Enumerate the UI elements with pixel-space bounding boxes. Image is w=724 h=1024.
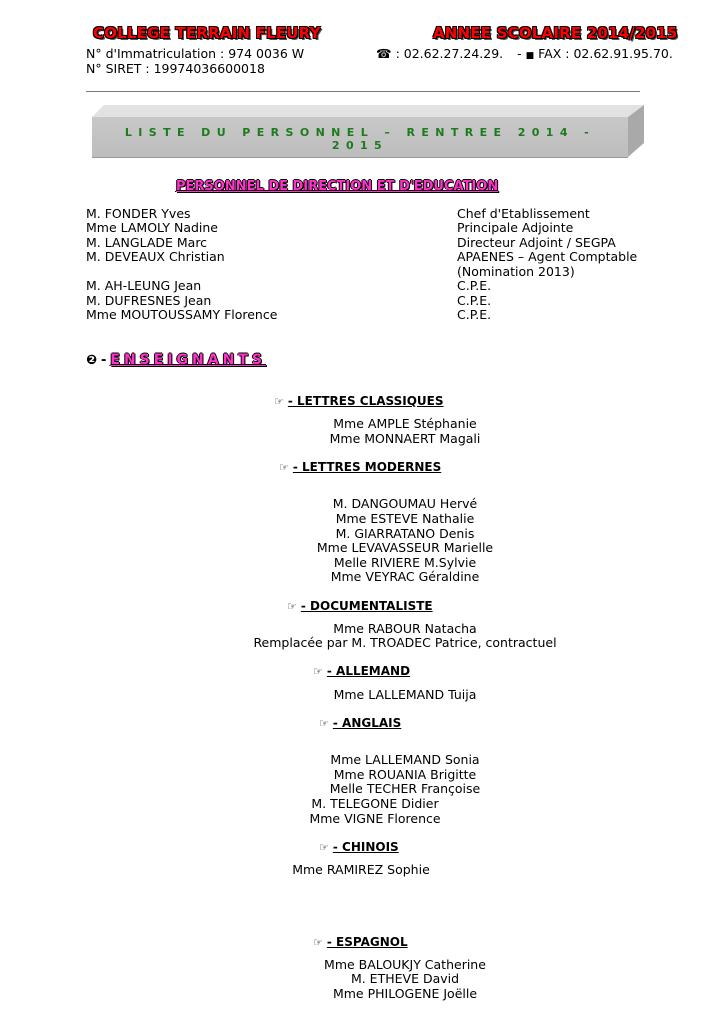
subject-label: - ALLEMAND	[326, 664, 411, 678]
staff-role: Chef d'Etablissement	[457, 206, 590, 221]
subject-label: - ANGLAIS	[332, 716, 402, 730]
subject-heading	[287, 599, 433, 613]
staff-role: C.P.E.	[457, 293, 492, 308]
staff-role: (Nomination 2013)	[457, 264, 575, 279]
enseignants-heading	[86, 352, 266, 368]
fax-number: FAX : 02.62.91.95.70.	[538, 46, 673, 61]
teacher-name: Mme BALOUKJY Catherine	[324, 957, 486, 972]
subject-label: - ESPAGNOL	[326, 935, 408, 949]
school-name: COLLEGE TERRAIN FLEURY	[93, 24, 321, 42]
enseignants-title: ENSEIGNANTS	[110, 352, 266, 368]
teacher-name: Mme RABOUR Natacha	[333, 621, 477, 636]
subject-heading	[274, 394, 444, 408]
subject-heading	[279, 460, 441, 474]
teacher-name: Mme ESTEVE Nathalie	[335, 511, 475, 526]
subject-heading	[313, 664, 410, 678]
pointing-hand-icon: ☞	[279, 461, 289, 474]
teacher-name: Mme ROUANIA Brigitte	[333, 767, 477, 782]
header-divider	[86, 91, 640, 92]
staff-name: M. AH-LEUNG Jean	[86, 278, 202, 293]
banner	[92, 105, 644, 157]
teacher-name: Mme MONNAERT Magali	[329, 431, 481, 446]
subject-label: - LETTRES CLASSIQUES	[287, 394, 444, 408]
direction-title: PERSONNEL DE DIRECTION ET D'EDUCATION	[176, 179, 499, 194]
immatriculation: N° d'Immatriculation : 974 0036 W	[86, 46, 305, 61]
teacher-name: Mme PHILOGENE Joëlle	[332, 986, 478, 1001]
pointing-hand-icon: ☞	[319, 717, 329, 730]
teacher-name: M. DANGOUMAU Hervé	[332, 496, 478, 511]
teacher-name: Mme VEYRAC Géraldine	[330, 569, 480, 584]
subject-heading	[319, 716, 401, 730]
staff-role: C.P.E.	[457, 278, 492, 293]
staff-role: Directeur Adjoint / SEGPA	[457, 235, 616, 250]
staff-name: Mme LAMOLY Nadine	[86, 220, 218, 235]
school-year: ANNEE SCOLAIRE 2014/2015	[433, 24, 678, 42]
staff-role: C.P.E.	[457, 307, 492, 322]
staff-name: M. FONDER Yves	[86, 206, 191, 221]
banner-title: LISTE DU PERSONNEL – RENTREE 2014 - 2015	[124, 126, 596, 152]
phone-icon: ☎	[376, 46, 392, 61]
subject-heading	[313, 935, 408, 949]
teacher-name: Melle TECHER Françoise	[329, 781, 481, 796]
staff-name: M. DUFRESNES Jean	[86, 293, 212, 308]
pointing-hand-icon: ☞	[319, 841, 329, 854]
teacher-name: Mme LALLEMAND Sonia	[330, 752, 480, 767]
subject-label: - CHINOIS	[332, 840, 399, 854]
teacher-name: M. GIARRATANO Denis	[335, 526, 475, 541]
section-number-icon: ❷	[86, 353, 98, 368]
teacher-name: Mme LALLEMAND Tuija	[333, 687, 477, 702]
contact-line	[376, 46, 673, 61]
section-dash: -	[101, 353, 107, 368]
fax-icon: ■	[525, 51, 535, 61]
teacher-name: M. ETHEVE David	[350, 971, 460, 986]
fax-separator: -	[517, 46, 522, 61]
pointing-hand-icon: ☞	[313, 665, 323, 678]
teacher-name: Mme LEVAVASSEUR Marielle	[316, 540, 494, 555]
subject-label: - LETTRES MODERNES	[292, 460, 442, 474]
staff-name: Mme MOUTOUSSAMY Florence	[86, 307, 278, 322]
staff-name: M. LANGLADE Marc	[86, 235, 208, 250]
pointing-hand-icon: ☞	[287, 600, 297, 613]
teacher-name: Mme AMPLE Stéphanie	[333, 416, 477, 431]
teacher-name: Remplacée par M. TROADEC Patrice, contractuel	[253, 635, 557, 650]
teacher-name: Mme VIGNE Florence	[309, 811, 441, 826]
pointing-hand-icon: ☞	[313, 936, 323, 949]
staff-role: APAENES – Agent Comptable	[457, 249, 638, 264]
subject-heading	[319, 840, 399, 854]
teacher-name: Melle RIVIERE M.Sylvie	[333, 555, 477, 570]
teacher-name: Mme RAMIREZ Sophie	[292, 862, 430, 877]
pointing-hand-icon: ☞	[274, 395, 284, 408]
teacher-name: M. TELEGONE Didier	[311, 796, 439, 811]
subject-label: - DOCUMENTALISTE	[300, 599, 433, 613]
siret: N° SIRET : 19974036600018	[86, 61, 265, 76]
staff-name: M. DEVEAUX Christian	[86, 249, 225, 264]
phone-number: : 02.62.27.24.29.	[395, 46, 504, 61]
staff-role: Principale Adjointe	[457, 220, 574, 235]
